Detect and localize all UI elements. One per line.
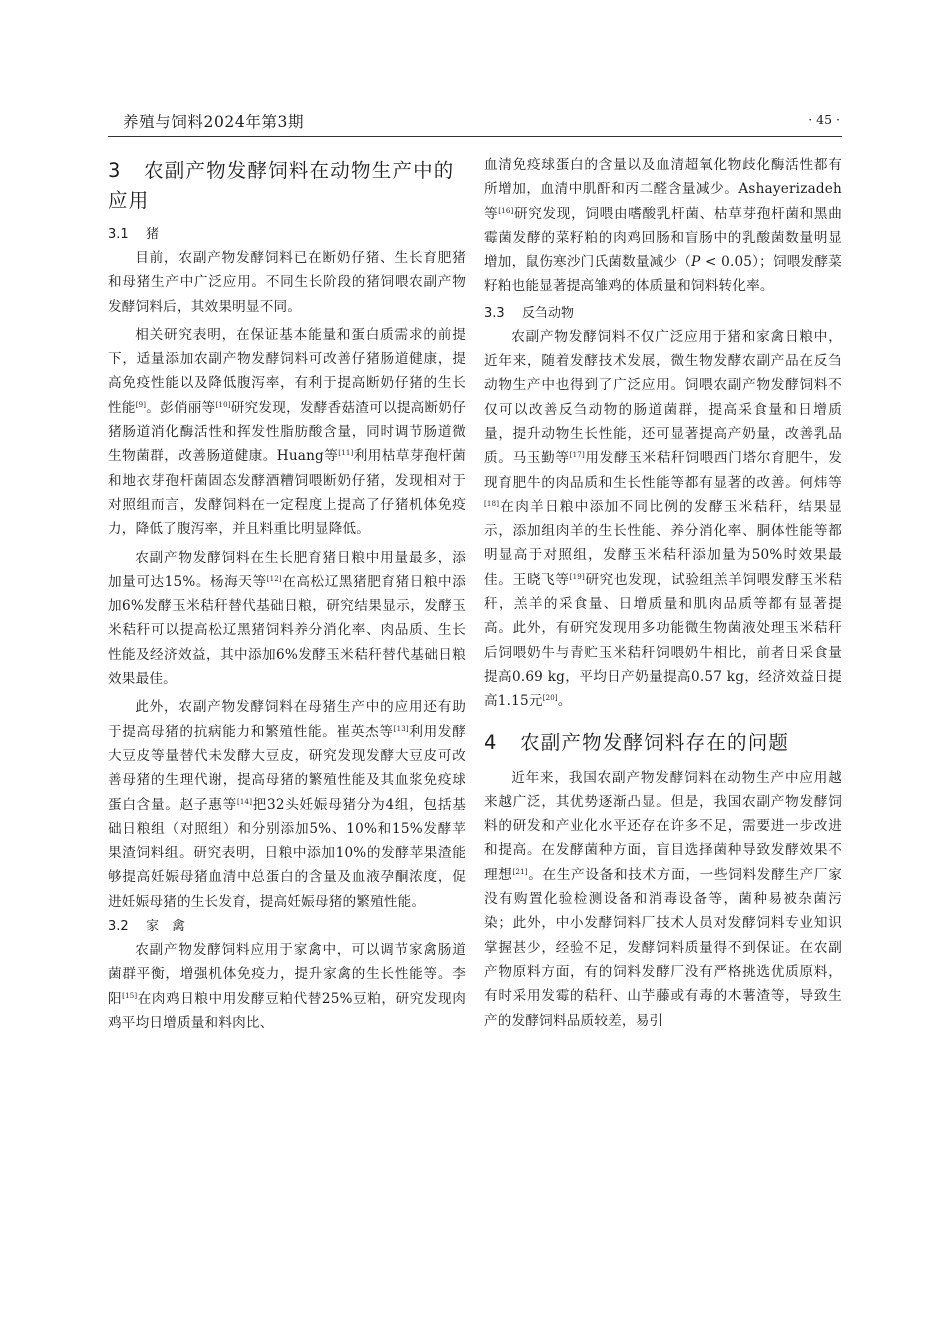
text-run: 研究发现，饲喂由嗜酸乳杆菌、枯草芽孢杆菌和黑曲霉菌发酵的菜籽粕的肉鸡回肠和盲肠中的乳酸菌数量明显增加，鼠伤寒沙门氏菌数量减少（ xyxy=(484,205,842,271)
paragraph xyxy=(108,246,466,319)
text-run: 研究也发现，试验组羔羊饲喂发酵玉米秸秆，羔羊的采食量、日增质量和肌肉品质等都有显著提高。此外，有研究发现用多功能微生物菌液处理玉米秸秆后饲喂奶牛与青贮玉米秸秆饲喂奶牛相比，前者日采食量提高0.69 kg，平均日产奶量提高0.57 kg，经济效益日提高1.15元 xyxy=(484,571,843,710)
text-run: 农副产物发酵饲料在生长肥育猪日粮中用量最多，添加量可达15%。杨海天等 xyxy=(108,549,466,590)
text-run: 在肉羊日粮中添加不同比例的发酵玉米秸秆，结果显示，添加组肉羊的生长性能、养分消化率、胴体性能等都明显高于对照组，发酵玉米秸秆添加量为50%时效果最佳。王晓飞等 xyxy=(484,498,842,588)
paragraph xyxy=(108,546,466,692)
text-run: 。彭俏丽等 xyxy=(146,399,216,416)
subsection-3-2-heading xyxy=(108,916,466,938)
section-3-title: 农副产物发酵饲料在动物生产中的应用 xyxy=(108,159,455,212)
section-3-heading xyxy=(108,156,466,216)
text-run: 。 xyxy=(557,693,572,710)
section-4-title: 农副产物发酵饲料存在的问题 xyxy=(520,730,790,754)
section-4-heading xyxy=(484,728,842,758)
paragraph xyxy=(108,938,466,1035)
citation-ref: [15] xyxy=(122,991,138,1000)
subsection-3-3-title: 反刍动物 xyxy=(522,305,575,321)
text-run: 利用发酵大豆皮等量替代未发酵大豆皮，研究发现发酵大豆皮可改善母猪的生理代谢，提高母猪的繁殖性能及其血浆免疫球蛋白含量。赵子惠等 xyxy=(108,723,466,813)
subsection-3-2-number: 3.2 xyxy=(108,919,129,935)
paragraph xyxy=(484,766,842,1033)
text-run: 在肉鸡日粮中用发酵豆粕代替25%豆粕，研究发现肉鸡平均日增质量和料肉比、 xyxy=(108,990,467,1031)
subsection-3-1-heading xyxy=(108,224,466,246)
citation-ref: [18] xyxy=(484,499,500,508)
statistic-symbol: P xyxy=(691,254,701,271)
subsection-3-3-heading xyxy=(484,303,842,325)
left-column xyxy=(108,156,466,1035)
citation-ref: [14] xyxy=(236,797,253,806)
text-run: 在高松辽黑猪肥育猪日粮中添加6%发酵玉米秸秆替代基础日粮，研究结果显示，发酵玉米秸秆可以提高松辽黑猪饲料养分消化率、肉品质、生长性能及经济效益，其中添加6%发酵玉米秸秆替代基础日粮效果最佳。 xyxy=(108,573,466,688)
text-run: < 0.05）；饲喂发酵菜籽粕也能显著提高雏鸡的体质量和饲料转化率。 xyxy=(484,254,842,295)
citation-ref: [10] xyxy=(215,400,231,409)
text-run: 农副产物发酵饲料不仅广泛应用于猪和家禽日粮中，近年来，随着发酵技术发展，微生物发酵农副产品在反刍动物生产中也得到了广泛应用。饲喂农副产物发酵饲料不仅可以改善反刍动物的肠道菌群，提高采食量和日增质量，提升动物生长性能，还可显著提高产奶量，改善乳品质。马玉勤等 xyxy=(484,328,842,467)
subsection-3-2-title: 家 禽 xyxy=(146,919,186,935)
subsection-3-3-number: 3.3 xyxy=(484,305,505,321)
text-run: 利用枯草芽孢杆菌和地衣芽孢杆菌固态发酵酒糟饲喂断奶仔猪，发现相对于对照组而言，发酵饲料在一定程度上提高了仔猪机体免疫力，降低了腹泻率，并且料重比明显降低。 xyxy=(108,448,466,538)
citation-ref: [20] xyxy=(542,694,558,703)
running-header xyxy=(108,110,842,137)
subsection-3-1-number: 3.1 xyxy=(108,227,129,242)
page-number: · 45 · xyxy=(808,112,840,127)
citation-ref: [19] xyxy=(569,572,585,581)
text-run: 把32头妊娠母猪分为4组，包括基础日粮组（对照组）和分别添加5%、10%和15%发酵苹果渣饲料组。研究表明，日粮中添加10%的发酵苹果渣能够提高妊娠母猪血清中总蛋白的含量及血液孕酮浓度，促进妊娠母猪的生长发育，提高妊娠母猪的繁殖性能。 xyxy=(108,796,466,910)
text-run: 。在生产设备和技术方面，一些饲料发酵生产厂家没有购置化验检测设备和消毒设备等，菌种易被杂菌污染；此外，中小发酵饲料厂技术人员对发酵饲料专业知识掌握甚少，经验不足，发酵饲料质量得不到保证。在农副产物原料方面，有的饲料发酵厂没有严格挑选优质原料，有时采用发霉的秸秆、山芋藤或有毒的木薯渣等，导致生产的发酵饲料品质较差，易引 xyxy=(484,866,842,1029)
text-run: 农副产物发酵饲料应用于家禽中，可以调节家禽肠道菌群平衡，增强机体免疫力，提升家禽的生长性能等。李阳 xyxy=(108,942,466,1007)
paragraph xyxy=(108,323,466,542)
citation-ref: [12] xyxy=(266,574,282,583)
subsection-3-1-title: 猪 xyxy=(146,227,160,242)
paragraph xyxy=(484,325,842,714)
right-column xyxy=(484,153,842,1033)
citation-ref: [11] xyxy=(338,449,354,458)
section-3-number: 3 xyxy=(108,159,122,182)
text-run: 用发酵玉米秸秆饲喂西门塔尔育肥牛，发现育肥牛的肉品质和生长性能等都有显著的改善。何炜等 xyxy=(484,450,843,491)
text-run: 血清免疫球蛋白的含量以及血清超氧化物歧化酶活性都有所增加，血清中肌酐和丙二醛含量减少。Ashayerizadeh等 xyxy=(484,157,842,222)
journal-issue: 养殖与饲料2024年第3期 xyxy=(123,113,305,131)
section-4-number: 4 xyxy=(484,730,498,754)
citation-ref: [16] xyxy=(498,206,514,215)
citation-ref: [9] xyxy=(135,400,147,409)
citation-ref: [21] xyxy=(512,867,528,876)
text-run: 目前，农副产物发酵饲料已在断奶仔猪、生长育肥猪和母猪生产中广泛应用。不同生长阶段的猪饲喂农副产物发酵饲料后，其效果明显不同。 xyxy=(108,250,466,315)
text-run: 近年来，我国农副产物发酵饲料在动物生产中应用越来越广泛，其优势逐渐凸显。但是，我国农副产物发酵饲料的研发和产业化水平还存在许多不足，需要进一步改进和提高。在发酵菌种方面，盲目选择菌种导致发酵效果不理想 xyxy=(484,769,842,883)
citation-ref: [13] xyxy=(393,724,409,733)
text-run: 相关研究表明，在保证基本能量和蛋白质需求的前提下，适量添加农副产物发酵饲料可改善仔猪肠道健康，提高免疫性能以及降低腹泻率，有利于提高断奶仔猪的生长性能 xyxy=(108,326,466,416)
paragraph-continued xyxy=(484,153,842,299)
text-run: 此外，农副产物发酵饲料在母猪生产中的应用还有助于提高母猪的抗病能力和繁殖性能。崔英杰等 xyxy=(108,699,466,740)
paragraph xyxy=(108,695,466,914)
text-run: 研究发现，发酵香菇渣可以提高断奶仔猪肠道消化酶活性和挥发性脂肪酸含量，同时调节肠道微生物菌群，改善肠道健康。Huang等 xyxy=(108,399,466,465)
citation-ref: [17] xyxy=(569,451,585,460)
